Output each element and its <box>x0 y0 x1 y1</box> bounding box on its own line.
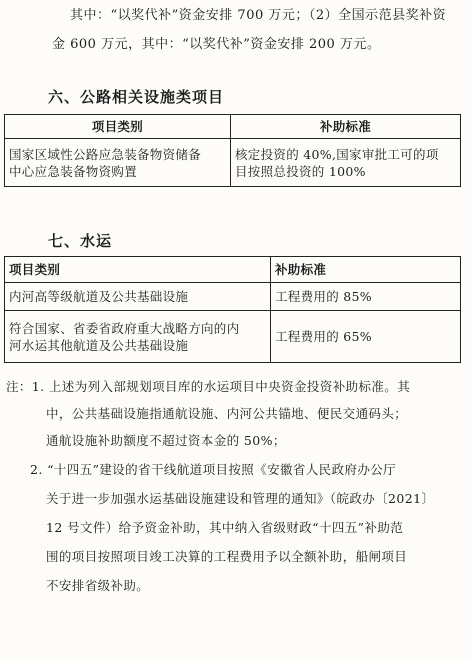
cell-line: 中心应急装备物资购置 <box>9 163 138 179</box>
intro-line-2: 金 600 万元，其中：“以奖代补”资金安排 200 万元。 <box>52 37 381 52</box>
intro-line-1: 其中：“以奖代补”资金安排 700 万元；（2）全国示范县奖补资 <box>70 8 447 23</box>
note-line: 2. “十四五”建设的省干线航道项目按照《安徽省人民政府办公厅 <box>30 462 397 477</box>
table-header-row <box>5 257 461 283</box>
cell-line: 核定投资的 40%,国家审批工可的项 <box>235 146 439 162</box>
cell-line: 符合国家、省委省政府重大战略方向的内 <box>9 320 240 336</box>
section-6-heading: 六、公路相关设施类项目 <box>48 88 225 106</box>
section-6-table <box>4 114 461 187</box>
cell-line: 河水运其他航道及公共基础设施 <box>9 337 189 353</box>
note-line: 通航设施补助额度不超过资本金的 50%； <box>46 433 286 448</box>
column-header-standard: 补助标准 <box>231 115 461 139</box>
table-row <box>5 139 461 187</box>
cell-line: 国家区域性公路应急装备物资储备 <box>9 146 202 162</box>
table-cell-standard: 工程费用的 85% <box>271 283 461 311</box>
table-cell-standard <box>231 139 461 187</box>
table-cell-standard: 工程费用的 65% <box>271 311 461 363</box>
column-header-category: 项目类别 <box>5 257 271 283</box>
section-7-table <box>4 256 461 363</box>
note-line: 不安排省级补助。 <box>46 578 150 593</box>
table-cell-category <box>5 311 271 363</box>
note-line: 中，公共基础设施指通航设施、内河公共锚地、便民交通码头； <box>46 406 408 421</box>
column-header-category: 项目类别 <box>5 115 231 139</box>
note-line: 关于进一步加强水运基础设施建设和管理的通知》（皖政办〔2021〕 <box>46 491 435 506</box>
column-header-standard: 补助标准 <box>271 257 461 283</box>
table-row <box>5 283 461 311</box>
note-line: 12 号文件）给予资金补助，其中纳入省级财政“十四五”补助范 <box>46 520 404 535</box>
table-header-row <box>5 115 461 139</box>
table-row <box>5 311 461 363</box>
cell-line: 目按照总投资的 100% <box>235 163 366 179</box>
note-line: 注：1. 上述为列入部规划项目库的水运项目中央资金投资补助标准。其 <box>6 379 411 394</box>
section-7-heading: 七、水运 <box>48 232 113 250</box>
table-cell-category <box>5 139 231 187</box>
note-line: 围的项目按照项目竣工决算的工程费用予以全额补助，船闸项目 <box>46 549 408 564</box>
table-cell-category: 内河高等级航道及公共基础设施 <box>5 283 271 311</box>
